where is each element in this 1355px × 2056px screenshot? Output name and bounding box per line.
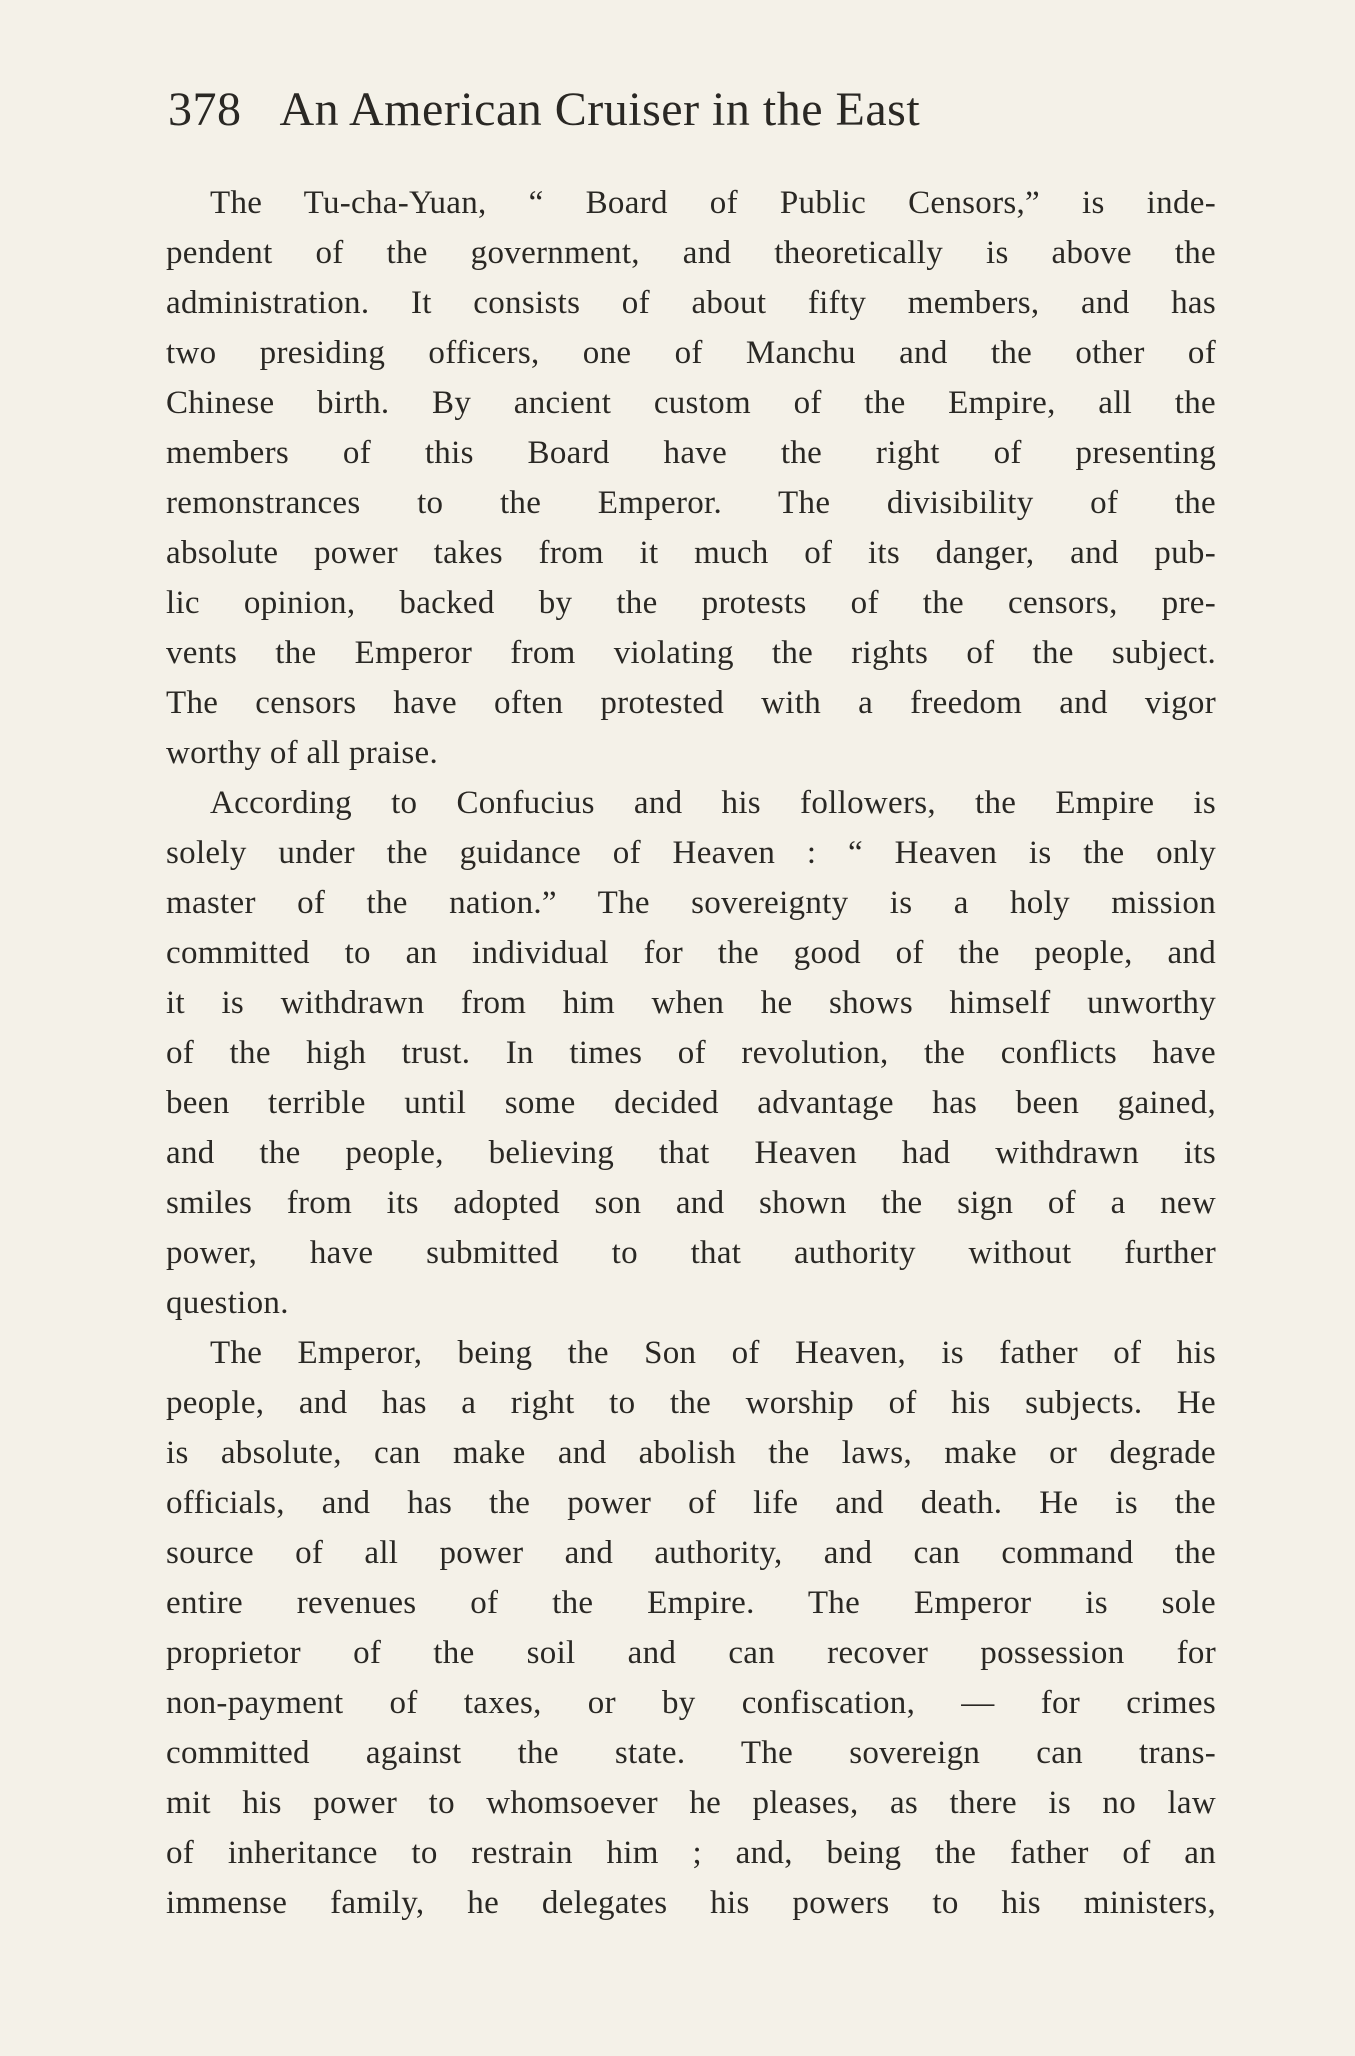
text-line: members of this Board have the right of presenting: [166, 435, 1216, 471]
text-line: of the high trust. In times of revolution, the conflicts have: [166, 1035, 1216, 1071]
paragraph-3: [166, 1328, 1216, 1928]
text-line: lic opinion, backed by the protests of the censors, pre-: [166, 585, 1216, 621]
text-line: smiles from its adopted son and shown the sign of a new: [166, 1185, 1216, 1221]
text-line: people, and has a right to the worship of his subjects. He: [166, 1385, 1216, 1421]
text-line: The Tu-cha-Yuan, “ Board of Public Censors,” is inde-: [210, 185, 1216, 221]
paragraph-1: [166, 178, 1216, 778]
text-line: absolute power takes from it much of its danger, and pub-: [166, 535, 1216, 571]
text-line: non-payment of taxes, or by confiscation, — for crimes: [166, 1685, 1216, 1721]
page-number: 378: [168, 83, 242, 136]
text-line: master of the nation.” The sovereignty is a holy mission: [166, 885, 1216, 921]
text-line: been terrible until some decided advantage has been gained,: [166, 1085, 1216, 1121]
text-line: committed against the state. The sovereign can trans-: [166, 1735, 1216, 1771]
text-line: The Emperor, being the Son of Heaven, is father of his: [210, 1335, 1216, 1371]
text-line: two presiding officers, one of Manchu and the other of: [166, 335, 1216, 371]
text-line: pendent of the government, and theoretically is above the: [166, 235, 1216, 271]
text-line: of inheritance to restrain him ; and, being the father of an: [166, 1835, 1216, 1871]
text-line: proprietor of the soil and can recover possession for: [166, 1635, 1216, 1671]
text-line: entire revenues of the Empire. The Emperor is sole: [166, 1585, 1216, 1621]
text-line: question.: [166, 1285, 289, 1321]
text-line: it is withdrawn from him when he shows himself unworthy: [166, 985, 1216, 1021]
text-line: officials, and has the power of life and death. He is the: [166, 1485, 1216, 1521]
text-line: According to Confucius and his followers, the Empire is: [210, 785, 1216, 821]
text-line: Chinese birth. By ancient custom of the Empire, all the: [166, 385, 1216, 421]
text-line: committed to an individual for the good of the people, and: [166, 935, 1216, 971]
text-line: vents the Emperor from violating the rights of the subject.: [166, 635, 1216, 671]
text-line: source of all power and authority, and can command the: [166, 1535, 1216, 1571]
text-line: administration. It consists of about fifty members, and has: [166, 285, 1216, 321]
text-line: The censors have often protested with a freedom and vigor: [166, 685, 1216, 721]
text-line: remonstrances to the Emperor. The divisibility of the: [166, 485, 1216, 521]
body-text: [166, 178, 1216, 1928]
running-title: An American Cruiser in the East: [279, 83, 921, 136]
text-line: worthy of all praise.: [166, 735, 439, 771]
text-line: is absolute, can make and abolish the laws, make or degrade: [166, 1435, 1216, 1471]
text-line: immense family, he delegates his powers to his ministers,: [166, 1885, 1216, 1921]
text-line: power, have submitted to that authority without further: [166, 1235, 1216, 1271]
text-line: and the people, believing that Heaven had withdrawn its: [166, 1135, 1216, 1171]
text-line: solely under the guidance of Heaven : “ Heaven is the only: [166, 835, 1216, 871]
text-line: mit his power to whomsoever he pleases, as there is no law: [166, 1785, 1216, 1821]
paragraph-2: [166, 778, 1216, 1328]
running-head: [168, 82, 1118, 152]
